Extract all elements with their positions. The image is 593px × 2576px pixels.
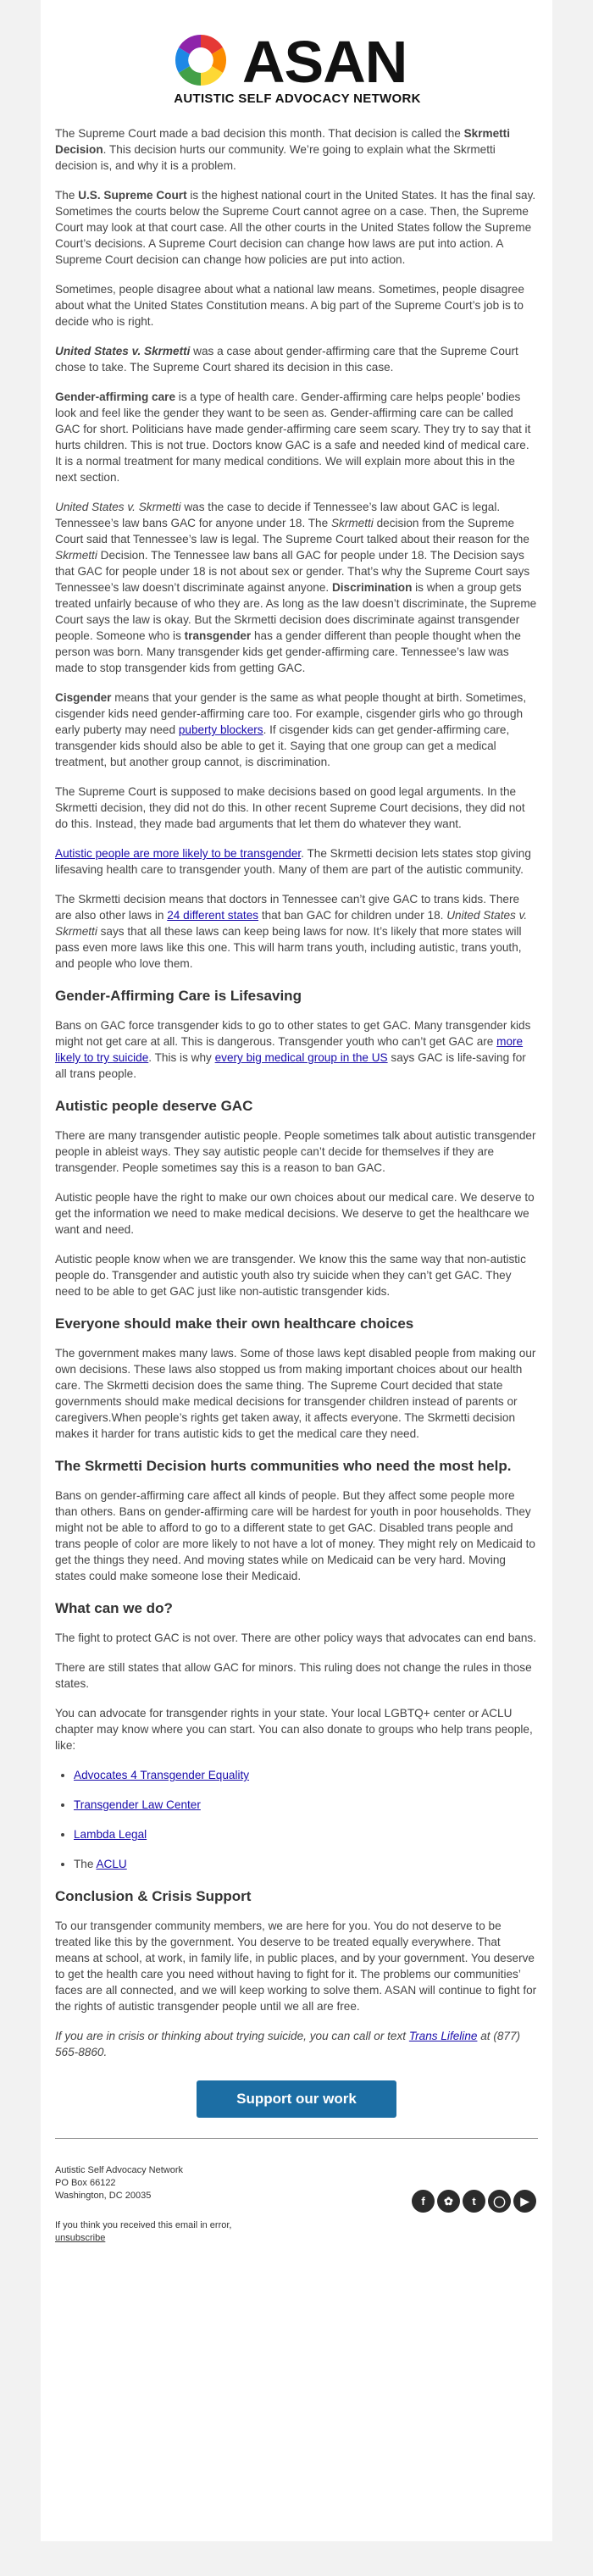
- medical-groups-link[interactable]: every big medical group in the US: [214, 1051, 388, 1064]
- intro-paragraph-2: The U.S. Supreme Court is the highest national court in the United States. It has the final say. Sometimes the courts below the Supreme Court cannot agree on a case. Then, the Supreme Court may look at that court case. All the other courts in the United States follow the Supreme Court’s decisions. A Supreme Court decision can change how laws are put into action. A Supreme Court decision can change how policies are put into action.: [55, 189, 536, 266]
- intro-paragraph-8: The Supreme Court is supposed to make decisions based on good legal arguments. In the Skrmetti decision, they did not do this. In other recent Supreme Court decisions, they did not do this. Instead, they made bad arguments that let them do whatever they want.: [55, 785, 525, 830]
- todo-paragraph-3: You can advocate for transgender rights in your state. Your local LGBTQ+ center or ACLU chapter may know where you can start. You can also donate to groups who help trans people, like:: [55, 1707, 533, 1752]
- autistic-paragraph-1: There are many transgender autistic people. People sometimes talk about autistic transgender people in ableist ways. They say autistic people can’t decide for themselves if they are transgender. People sometimes say this is a reason to ban GAC.: [55, 1129, 536, 1174]
- intro-paragraph-5: Gender-affirming care is a type of health care. Gender-affirming care helps people’ bodies look and feel like the gender they want to be seen as. Gender-affirming care can be called GAC for short. Politicians have made gender-affirming care seem scary. They try to say that it hurts children. This is not true. Doctors know GAC is a safe and needed kind of medical care. It is a normal treatment for many medical conditions. We will explain more about this in the next section.: [55, 391, 531, 484]
- autistic-paragraph-2: Autistic people have the right to make our own choices about our medical care. We deserve to get the information we need to make medical decisions. We deserve to get the healthcare we want and need.: [55, 1191, 535, 1236]
- footer-divider: [55, 2138, 538, 2139]
- choices-paragraph: The government makes many laws. Some of those laws kept disabled people from making our own decisions. These laws also stopped us from making important choices about our health care. The Skrmetti decision does the same thing. The Supreme Court decided that state governments should make medical decisions for transgender children instead of parents or caregivers.When people’s rights get taken away, it affects everyone. The Skrmetti decision makes it harder for trans autistic kids to get the medical care they need.: [55, 1347, 536, 1440]
- intro-paragraph-9: Autistic people are more likely to be transgender. The Skrmetti decision lets states stop giving lifesaving health care to transgender youth. Many of them are part of the autistic community.: [55, 847, 531, 876]
- donation-list: [55, 1767, 538, 1872]
- youtube-icon[interactable]: ▶: [513, 2190, 536, 2213]
- footer-po-box: PO Box 66122: [55, 2178, 116, 2188]
- support-our-work-button[interactable]: Support our work: [197, 2080, 396, 2118]
- section-heading-autistic: Autistic people deserve GAC: [55, 1098, 253, 1114]
- tlc-link[interactable]: Transgender Law Center: [74, 1798, 201, 1811]
- lambda-legal-link[interactable]: Lambda Legal: [74, 1828, 147, 1841]
- email-card: [41, 0, 552, 2541]
- intro-paragraph-1: The Supreme Court made a bad decision this month. That decision is called the Skrmetti Decision. This decision hurts our community. We’re going to explain what the Skrmetti decision is, and why it is a problem.: [55, 127, 510, 172]
- facebook-icon[interactable]: f: [412, 2190, 435, 2213]
- intro-paragraph-10: The Skrmetti decision means that doctors in Tennessee can’t give GAC to trans kids. There are also other laws in 24 different states that ban GAC for children under 18. United States v. Skrmetti says that all these laws can keep being laws for now. It’s likely that more states will pass even more laws like this one. This will harm trans youth, including autistic, trans youth, and people who love them.: [55, 893, 528, 970]
- section-heading-choices: Everyone should make their own healthcare choices: [55, 1316, 414, 1332]
- cta-wrapper: [55, 2080, 538, 2118]
- suicide-risk-link[interactable]: more likely to try suicide: [55, 1035, 524, 1064]
- puberty-blockers-link[interactable]: puberty blockers: [178, 723, 263, 736]
- footer: [55, 2164, 538, 2257]
- lifesaving-paragraph: Bans on GAC force transgender kids to go to other states to get GAC. Many transgender kids might not get care at all. This is dangerous. Transgender youth who can’t get GAC are more likely to try suicide. This is why every big medical group in the US says GAC is life-saving for all trans people.: [55, 1019, 531, 1080]
- tumblr-icon[interactable]: t: [463, 2190, 485, 2213]
- footer-org: Autistic Self Advocacy Network: [55, 2165, 184, 2175]
- footer-city: Washington, DC 20035: [55, 2191, 152, 2201]
- social-icons: [409, 2190, 536, 2213]
- autistic-transgender-link[interactable]: Autistic people are more likely to be transgender: [55, 847, 302, 860]
- rainbow-infinity-icon: [166, 30, 236, 90]
- unsubscribe-block: [55, 2219, 538, 2245]
- instagram-icon[interactable]: ◯: [488, 2190, 511, 2213]
- list-item: [74, 1797, 538, 1813]
- section-heading-todo: What can we do?: [55, 1600, 173, 1616]
- intro-paragraph-3: Sometimes, people disagree about what a national law means. Sometimes, people disagree about what the United States Constitution means. A big part of the Supreme Court’s job is to decide who is right.: [55, 283, 524, 328]
- trans-lifeline-link[interactable]: Trans Lifeline: [408, 2030, 478, 2042]
- conclusion-paragraph: To our transgender community members, we are here for you. You do not deserve to be treated like this by the government. You deserve to be treated equally everywhere. That means at school, at work, in family life, in public places, and by your government. You deserve to get the health care you need without having to fight for it. The problems our communities’ faces are all connected, and we will keep working to solve them. ASAN will continue to fight for the rights of autistic transgender people until we all are free.: [55, 1920, 537, 2013]
- unsubscribe-link[interactable]: unsubscribe: [55, 2233, 106, 2243]
- list-item: [74, 1767, 538, 1783]
- section-heading-lifesaving: Gender-Affirming Care is Lifesaving: [55, 988, 302, 1004]
- twenty-four-states-link[interactable]: 24 different states: [167, 909, 259, 922]
- email-body: [55, 125, 538, 2257]
- logo-subtitle: AUTISTIC SELF ADVOCACY NETWORK: [174, 91, 421, 106]
- intro-paragraph-7: Cisgender means that your gender is the same as what people thought at birth. Sometimes, cisgender kids need gender-affirming care too. For example, cisgender girls who go through early puberty may need puberty blockers. If cisgender kids can get gender-affirming care, transgender kids should also be able to get it. Saying that one group can get a medical treatment, but another group cannot, is discrimination.: [55, 691, 527, 768]
- todo-paragraph-2: There are still states that allow GAC for minors. This ruling does not change the rules in those states.: [55, 1661, 532, 1690]
- bluesky-icon[interactable]: ✿: [437, 2190, 460, 2213]
- asan-logo[interactable]: [166, 30, 429, 108]
- crisis-paragraph: If you are in crisis or thinking about trying suicide, you can call or text Trans Lifeline at (877) 565-8860.: [55, 2030, 521, 2058]
- intro-paragraph-6: United States v. Skrmetti was the case to decide if Tennessee’s law about GAC is legal. Tennessee’s law bans GAC for anyone under 18. The Skrmetti decision from the Supreme Court said that Tennessee’s law is legal. The Supreme Court talked about their reason for the Skrmetti Decision. The Tennessee law bans all GAC for people under 18. The Decision says that GAC for people under 18 is not about sex or gender. That’s why the Supreme Court says Tennessee’s law doesn’t discriminate against anyone. Discrimination is when a group gets treated unfairly because of who they are. As long as the law doesn’t discriminate, the Supreme Court says the law is okay. But the Skrmetti decision does discriminate against transgender people. Someone who is transgender has a gender different than people thought when the person was born. Many transgender kids get gender-affirming care. Tennessee’s law was made to stop transgender kids from getting GAC.: [55, 501, 537, 674]
- section-heading-conclusion: Conclusion & Crisis Support: [55, 1888, 252, 1904]
- logo-wordmark: ASAN: [242, 29, 407, 95]
- list-item: [74, 1826, 538, 1842]
- a4te-link[interactable]: Advocates 4 Transgender Equality: [74, 1769, 250, 1781]
- section-heading-hurts: The Skrmetti Decision hurts communities who need the most help.: [55, 1458, 512, 1474]
- aclu-link[interactable]: ACLU: [96, 1858, 127, 1870]
- unsub-note: If you think you received this email in error,: [55, 2220, 232, 2230]
- autistic-paragraph-3: Autistic people know when we are transgender. We know this the same way that non-autistic people do. Transgender and autistic youth also try suicide when they can’t get GAC. They need to be able to get GAC just like non-autistic transgender kids.: [55, 1253, 526, 1298]
- list-item: • The ACLU: [74, 1856, 538, 1872]
- intro-paragraph-4: United States v. Skrmetti was a case about gender-affirming care that the Supreme Court chose to take. The Supreme Court shared its decision in this case.: [55, 345, 518, 374]
- todo-paragraph-1: The fight to protect GAC is not over. There are other policy ways that advocates can end bans.: [55, 1631, 536, 1644]
- hurts-paragraph: Bans on gender-affirming care affect all kinds of people. But they affect some people more than others. Bans on gender-affirming care will be hardest for youth in poor households. They might not be able to afford to go to a different state to get GAC. Disabled trans people and trans people of color are more likely to not have a lot of money. They might rely on Medicaid to get the things they need. And moving states while on Medicaid can be very hard. Moving states could make someone lose their Medicaid.: [55, 1489, 535, 1582]
